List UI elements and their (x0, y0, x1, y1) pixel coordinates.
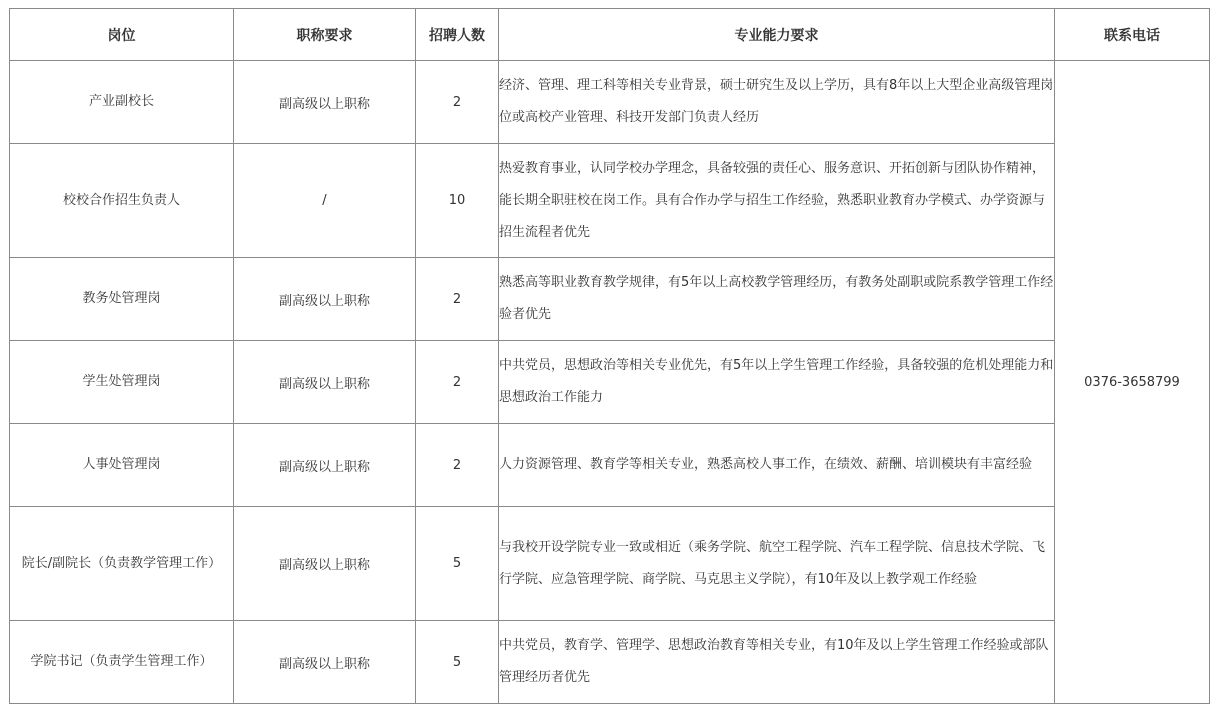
recruitment-table (9, 8, 1210, 704)
cell-ability-requirement: 经济、管理、理工科等相关专业背景，硕士研究生及以上学历，具有8年以上大型企业高级管理岗位或高校产业管理、科技开发部门负责人经历 (499, 61, 1055, 144)
cell-position: 学院书记（负责学生管理工作） (10, 621, 234, 704)
cell-ability-requirement: 中共党员，思想政治等相关专业优先，有5年以上学生管理工作经验，具备较强的危机处理能力和思想政治工作能力 (499, 341, 1055, 424)
table-row (10, 144, 1210, 258)
table-row (10, 621, 1210, 704)
header-position: 岗位 (10, 9, 234, 61)
cell-title-requirement: / (234, 144, 416, 258)
cell-ability-requirement: 中共党员，教育学、管理学、思想政治教育等相关专业，有10年及以上学生管理工作经验或部队管理经历者优先 (499, 621, 1055, 704)
cell-ability-requirement: 与我校开设学院专业一致或相近（乘务学院、航空工程学院、汽车工程学院、信息技术学院、飞行学院、应急管理学院、商学院、马克思主义学院），有10年及以上教学观工作经验 (499, 507, 1055, 621)
cell-ability-requirement: 熟悉高等职业教育教学规律，有5年以上高校教学管理经历，有教务处副职或院系教学管理工作经验者优先 (499, 258, 1055, 341)
table-header-row (10, 9, 1210, 61)
cell-ability-requirement: 人力资源管理、教育学等相关专业，熟悉高校人事工作，在绩效、薪酬、培训模块有丰富经验 (499, 424, 1055, 507)
cell-position: 人事处管理岗 (10, 424, 234, 507)
cell-recruit-count: 5 (416, 621, 499, 704)
cell-title-requirement: 副高级以上职称 (234, 507, 416, 621)
cell-position: 校校合作招生负责人 (10, 144, 234, 258)
cell-recruit-count: 2 (416, 341, 499, 424)
header-ability-requirement: 专业能力要求 (499, 9, 1055, 61)
cell-title-requirement: 副高级以上职称 (234, 424, 416, 507)
header-contact-phone: 联系电话 (1055, 9, 1210, 61)
table-row (10, 507, 1210, 621)
cell-title-requirement: 副高级以上职称 (234, 341, 416, 424)
cell-position: 院长/副院长（负责教学管理工作） (10, 507, 234, 621)
cell-title-requirement: 副高级以上职称 (234, 258, 416, 341)
cell-title-requirement: 副高级以上职称 (234, 621, 416, 704)
cell-recruit-count: 10 (416, 144, 499, 258)
header-recruit-count: 招聘人数 (416, 9, 499, 61)
cell-recruit-count: 2 (416, 424, 499, 507)
table-row (10, 424, 1210, 507)
table-row (10, 341, 1210, 424)
table-row (10, 258, 1210, 341)
cell-contact-phone: 0376-3658799 (1055, 61, 1210, 704)
header-title-requirement: 职称要求 (234, 9, 416, 61)
cell-position: 产业副校长 (10, 61, 234, 144)
table-row (10, 61, 1210, 144)
cell-ability-requirement: 热爱教育事业，认同学校办学理念，具备较强的责任心、服务意识、开拓创新与团队协作精神，能长期全职驻校在岗工作。具有合作办学与招生工作经验，熟悉职业教育办学模式、办学资源与招生流程者优先 (499, 144, 1055, 258)
cell-position: 学生处管理岗 (10, 341, 234, 424)
cell-recruit-count: 5 (416, 507, 499, 621)
cell-recruit-count: 2 (416, 258, 499, 341)
cell-title-requirement: 副高级以上职称 (234, 61, 416, 144)
cell-recruit-count: 2 (416, 61, 499, 144)
cell-position: 教务处管理岗 (10, 258, 234, 341)
